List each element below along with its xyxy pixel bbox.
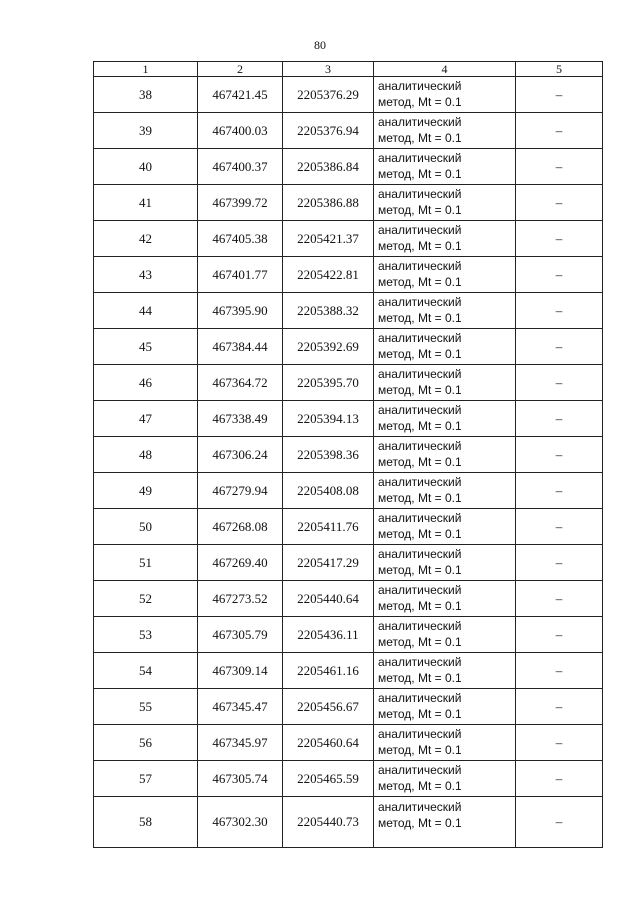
point-number-cell: 52 — [94, 581, 198, 617]
method-name: аналитический — [378, 115, 462, 129]
note-cell: – — [516, 473, 603, 509]
method-cell — [374, 77, 516, 113]
note-cell: – — [516, 761, 603, 797]
y-coordinate-cell: 2205388.32 — [283, 293, 374, 329]
method-accuracy: метод, Mt = 0.1 — [378, 563, 462, 577]
point-number-cell: 43 — [94, 257, 198, 293]
method-accuracy: метод, Mt = 0.1 — [378, 779, 462, 793]
method-cell — [374, 653, 516, 689]
y-coordinate-cell: 2205461.16 — [283, 653, 374, 689]
table-row — [94, 329, 603, 365]
table-row — [94, 797, 603, 848]
y-coordinate-cell: 2205436.11 — [283, 617, 374, 653]
point-number-cell: 38 — [94, 77, 198, 113]
note-cell: – — [516, 725, 603, 761]
method-cell — [374, 113, 516, 149]
table-row — [94, 77, 603, 113]
note-cell: – — [516, 545, 603, 581]
note-cell: – — [516, 365, 603, 401]
method-accuracy: метод, Mt = 0.1 — [378, 419, 462, 433]
method-cell — [374, 365, 516, 401]
note-cell: – — [516, 149, 603, 185]
method-accuracy: метод, Mt = 0.1 — [378, 167, 462, 181]
y-coordinate-cell: 2205440.64 — [283, 581, 374, 617]
table-header-row — [94, 62, 603, 77]
method-name: аналитический — [378, 511, 462, 525]
method-name: аналитический — [378, 583, 462, 597]
method-cell — [374, 221, 516, 257]
point-number-cell: 47 — [94, 401, 198, 437]
table-row — [94, 293, 603, 329]
note-cell: – — [516, 509, 603, 545]
table-row — [94, 653, 603, 689]
method-accuracy: метод, Mt = 0.1 — [378, 95, 462, 109]
x-coordinate-cell: 467400.37 — [198, 149, 283, 185]
table-row — [94, 545, 603, 581]
point-number-cell: 50 — [94, 509, 198, 545]
table-row — [94, 113, 603, 149]
x-coordinate-cell: 467302.30 — [198, 797, 283, 848]
method-accuracy: метод, Mt = 0.1 — [378, 491, 462, 505]
y-coordinate-cell: 2205398.36 — [283, 437, 374, 473]
method-name: аналитический — [378, 331, 462, 345]
method-name: аналитический — [378, 475, 462, 489]
method-accuracy: метод, Mt = 0.1 — [378, 239, 462, 253]
method-cell — [374, 761, 516, 797]
point-number-cell: 40 — [94, 149, 198, 185]
method-name: аналитический — [378, 547, 462, 561]
y-coordinate-cell: 2205394.13 — [283, 401, 374, 437]
point-number-cell: 49 — [94, 473, 198, 509]
method-name: аналитический — [378, 295, 462, 309]
method-name: аналитический — [378, 763, 462, 777]
method-cell — [374, 509, 516, 545]
point-number-cell: 58 — [94, 797, 198, 848]
method-cell — [374, 401, 516, 437]
method-accuracy: метод, Mt = 0.1 — [378, 635, 462, 649]
method-cell — [374, 545, 516, 581]
y-coordinate-cell: 2205456.67 — [283, 689, 374, 725]
note-cell: – — [516, 293, 603, 329]
x-coordinate-cell: 467345.97 — [198, 725, 283, 761]
note-cell: – — [516, 617, 603, 653]
method-cell — [374, 149, 516, 185]
x-coordinate-cell: 467273.52 — [198, 581, 283, 617]
method-accuracy: метод, Mt = 0.1 — [378, 599, 462, 613]
point-number-cell: 53 — [94, 617, 198, 653]
note-cell: – — [516, 329, 603, 365]
note-cell: – — [516, 77, 603, 113]
method-name: аналитический — [378, 187, 462, 201]
table-row — [94, 185, 603, 221]
method-name: аналитический — [378, 151, 462, 165]
note-cell: – — [516, 689, 603, 725]
point-number-cell: 48 — [94, 437, 198, 473]
table-row — [94, 149, 603, 185]
point-number-cell: 44 — [94, 293, 198, 329]
point-number-cell: 39 — [94, 113, 198, 149]
table-row — [94, 581, 603, 617]
point-number-cell: 55 — [94, 689, 198, 725]
note-cell: – — [516, 221, 603, 257]
y-coordinate-cell: 2205421.37 — [283, 221, 374, 257]
method-accuracy: метод, Mt = 0.1 — [378, 671, 462, 685]
method-name: аналитический — [378, 223, 462, 237]
method-accuracy: метод, Mt = 0.1 — [378, 707, 462, 721]
method-cell — [374, 581, 516, 617]
x-coordinate-cell: 467384.44 — [198, 329, 283, 365]
x-coordinate-cell: 467401.77 — [198, 257, 283, 293]
note-cell: – — [516, 401, 603, 437]
table-row — [94, 437, 603, 473]
method-cell — [374, 293, 516, 329]
method-cell — [374, 257, 516, 293]
method-cell — [374, 617, 516, 653]
point-number-cell: 57 — [94, 761, 198, 797]
y-coordinate-cell: 2205376.94 — [283, 113, 374, 149]
method-name: аналитический — [378, 367, 462, 381]
page-number: 80 — [314, 38, 326, 52]
method-cell — [374, 329, 516, 365]
note-cell: – — [516, 257, 603, 293]
note-cell: – — [516, 437, 603, 473]
table-row — [94, 221, 603, 257]
method-accuracy: метод, Mt = 0.1 — [378, 455, 462, 469]
method-cell — [374, 797, 516, 848]
point-number-cell: 41 — [94, 185, 198, 221]
y-coordinate-cell: 2205386.84 — [283, 149, 374, 185]
x-coordinate-cell: 467306.24 — [198, 437, 283, 473]
y-coordinate-cell: 2205417.29 — [283, 545, 374, 581]
x-coordinate-cell: 467268.08 — [198, 509, 283, 545]
header-col-1: 1 — [94, 62, 198, 77]
method-cell — [374, 437, 516, 473]
y-coordinate-cell: 2205386.88 — [283, 185, 374, 221]
method-name: аналитический — [378, 655, 462, 669]
method-name: аналитический — [378, 439, 462, 453]
point-number-cell: 46 — [94, 365, 198, 401]
method-accuracy: метод, Mt = 0.1 — [378, 527, 462, 541]
note-cell: – — [516, 797, 603, 848]
table-row — [94, 509, 603, 545]
method-accuracy: метод, Mt = 0.1 — [378, 203, 462, 217]
method-name: аналитический — [378, 800, 462, 814]
point-number-cell: 51 — [94, 545, 198, 581]
y-coordinate-cell: 2205422.81 — [283, 257, 374, 293]
y-coordinate-cell: 2205440.73 — [283, 797, 374, 848]
x-coordinate-cell: 467305.79 — [198, 617, 283, 653]
x-coordinate-cell: 467269.40 — [198, 545, 283, 581]
table-body — [94, 77, 603, 848]
method-cell — [374, 185, 516, 221]
table-row — [94, 473, 603, 509]
method-cell — [374, 689, 516, 725]
method-cell — [374, 473, 516, 509]
method-accuracy: метод, Mt = 0.1 — [378, 131, 462, 145]
note-cell: – — [516, 185, 603, 221]
x-coordinate-cell: 467405.38 — [198, 221, 283, 257]
x-coordinate-cell: 467345.47 — [198, 689, 283, 725]
point-number-cell: 45 — [94, 329, 198, 365]
table-row — [94, 401, 603, 437]
method-accuracy: метод, Mt = 0.1 — [378, 743, 462, 757]
x-coordinate-cell: 467399.72 — [198, 185, 283, 221]
header-col-2: 2 — [198, 62, 283, 77]
method-name: аналитический — [378, 691, 462, 705]
x-coordinate-cell: 467421.45 — [198, 77, 283, 113]
table-row — [94, 761, 603, 797]
method-name: аналитический — [378, 727, 462, 741]
method-name: аналитический — [378, 259, 462, 273]
point-number-cell: 56 — [94, 725, 198, 761]
table-row — [94, 257, 603, 293]
method-name: аналитический — [378, 619, 462, 633]
x-coordinate-cell: 467305.74 — [198, 761, 283, 797]
note-cell: – — [516, 113, 603, 149]
method-accuracy: метод, Mt = 0.1 — [378, 311, 462, 325]
x-coordinate-cell: 467395.90 — [198, 293, 283, 329]
method-accuracy: метод, Mt = 0.1 — [378, 275, 462, 289]
x-coordinate-cell: 467309.14 — [198, 653, 283, 689]
y-coordinate-cell: 2205411.76 — [283, 509, 374, 545]
point-number-cell: 54 — [94, 653, 198, 689]
note-cell: – — [516, 581, 603, 617]
method-accuracy: метод, Mt = 0.1 — [378, 347, 462, 361]
y-coordinate-cell: 2205395.70 — [283, 365, 374, 401]
point-number-cell: 42 — [94, 221, 198, 257]
note-cell: – — [516, 653, 603, 689]
x-coordinate-cell: 467400.03 — [198, 113, 283, 149]
y-coordinate-cell: 2205460.64 — [283, 725, 374, 761]
table-row — [94, 725, 603, 761]
x-coordinate-cell: 467279.94 — [198, 473, 283, 509]
method-accuracy: метод, Mt = 0.1 — [378, 816, 462, 830]
coordinates-table — [93, 61, 603, 848]
method-name: аналитический — [378, 79, 462, 93]
header-col-3: 3 — [283, 62, 374, 77]
method-accuracy: метод, Mt = 0.1 — [378, 383, 462, 397]
header-col-5: 5 — [516, 62, 603, 77]
x-coordinate-cell: 467364.72 — [198, 365, 283, 401]
y-coordinate-cell: 2205465.59 — [283, 761, 374, 797]
table-row — [94, 689, 603, 725]
method-name: аналитический — [378, 403, 462, 417]
x-coordinate-cell: 467338.49 — [198, 401, 283, 437]
y-coordinate-cell: 2205392.69 — [283, 329, 374, 365]
table-row — [94, 617, 603, 653]
method-cell — [374, 725, 516, 761]
y-coordinate-cell: 2205376.29 — [283, 77, 374, 113]
table-row — [94, 365, 603, 401]
header-col-4: 4 — [374, 62, 516, 77]
y-coordinate-cell: 2205408.08 — [283, 473, 374, 509]
